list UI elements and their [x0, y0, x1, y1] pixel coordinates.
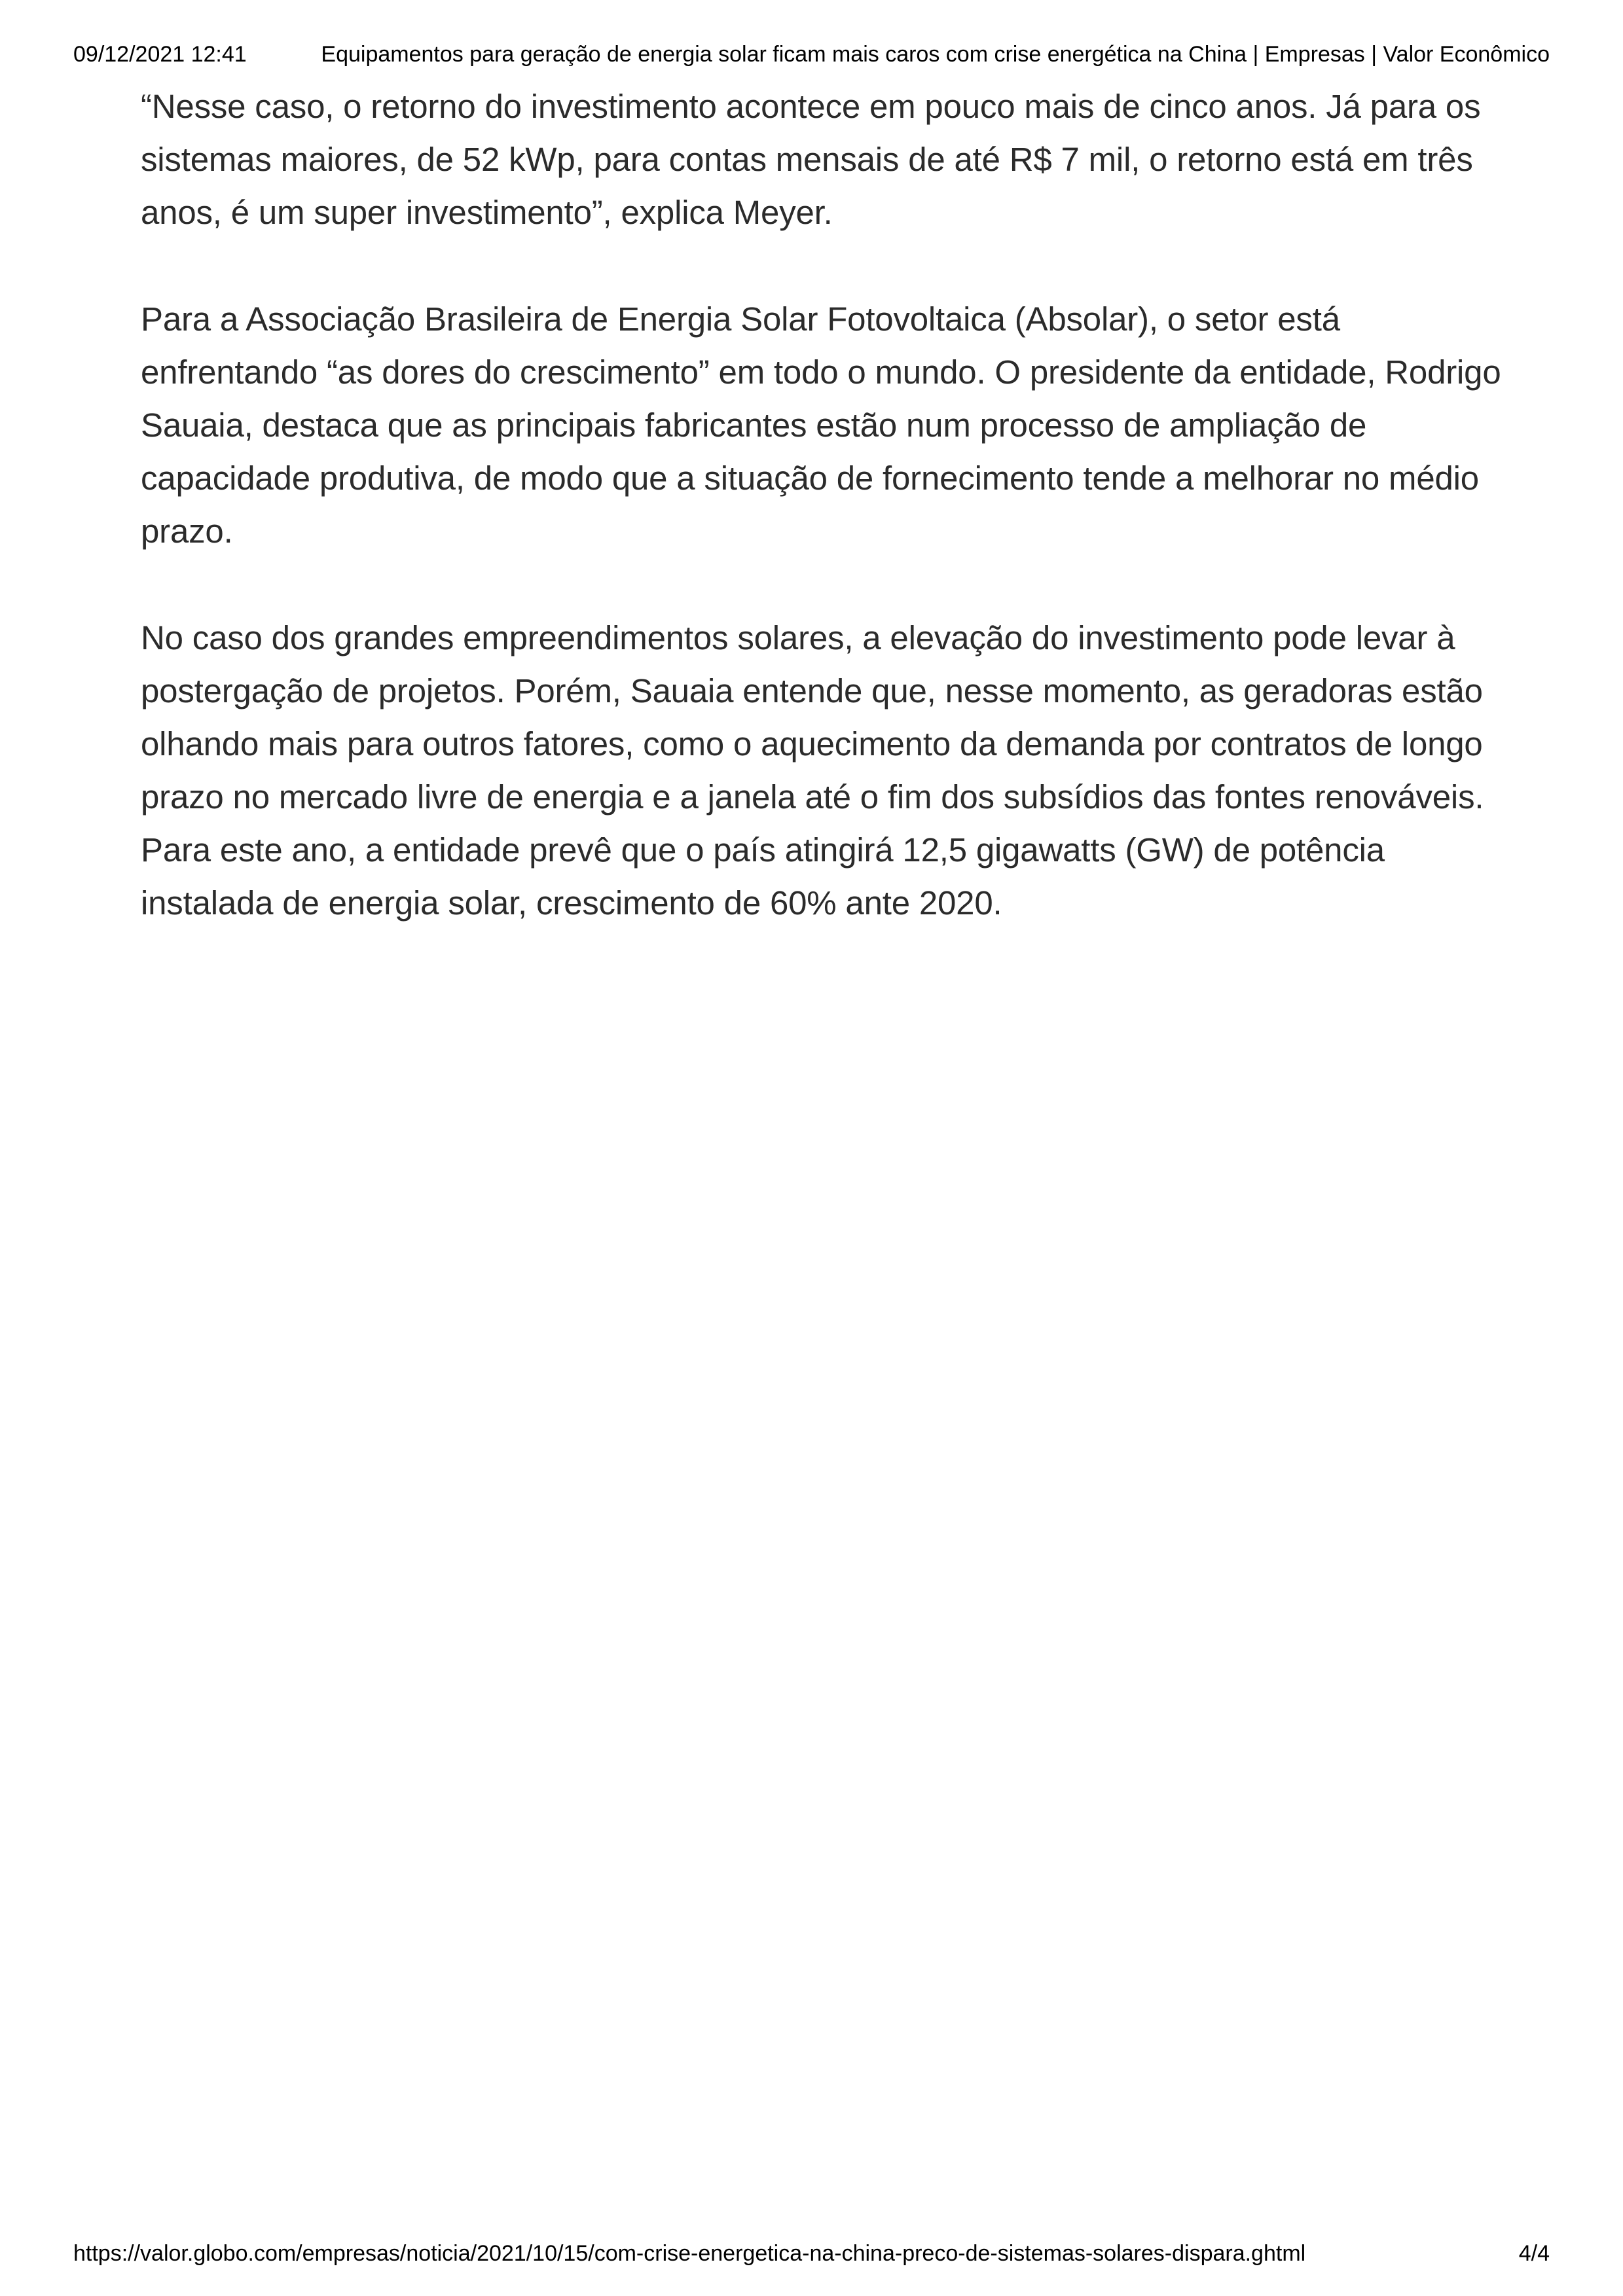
page-url[interactable]: https://valor.globo.com/empresas/noticia/2021/10/15/com-crise-energetica-na-china-preco-de-sistemas-solares-dispara.ghtml	[73, 2241, 1306, 2266]
page-number: 4/4	[1518, 2241, 1550, 2266]
page-title: Equipamentos para geração de energia solar ficam mais caros com crise energética na China | Empresas | Valor Econômico	[321, 42, 1550, 67]
article-paragraph: Para a Associação Brasileira de Energia Solar Fotovoltaica (Absolar), o setor está enfrentando “as dores do crescimento” em todo o mundo. O presidente da entidade, Rodrigo Sauaia, destaca que as principais fabricantes estão num processo de ampliação de capacidade produtiva, de modo que a situação de fornecimento tende a melhorar no médio prazo.	[141, 300, 1501, 550]
article-body	[141, 80, 1522, 983]
print-footer	[73, 2237, 1550, 2270]
print-date: 09/12/2021 12:41	[73, 42, 247, 67]
article-paragraph: “Nesse caso, o retorno do investimento acontece em pouco mais de cinco anos. Já para os sistemas maiores, de 52 kWp, para contas mensais de até R$ 7 mil, o retorno está em três anos, é um super investimento”, explica Meyer.	[141, 88, 1481, 231]
article-paragraph: No caso dos grandes empreendimentos solares, a elevação do investimento pode levar à postergação de projetos. Porém, Sauaia entende que, nesse momento, as geradoras estão olhando mais para outros fatores, como o aquecimento da demanda por contratos de longo prazo no mercado livre de energia e a janela até o fim dos subsídios das fontes renováveis. Para este ano, a entidade prevê que o país atingirá 12,5 gigawatts (GW) de potência instalada de energia solar, crescimento de 60% ante 2020.	[141, 619, 1484, 922]
print-header	[73, 38, 1550, 71]
